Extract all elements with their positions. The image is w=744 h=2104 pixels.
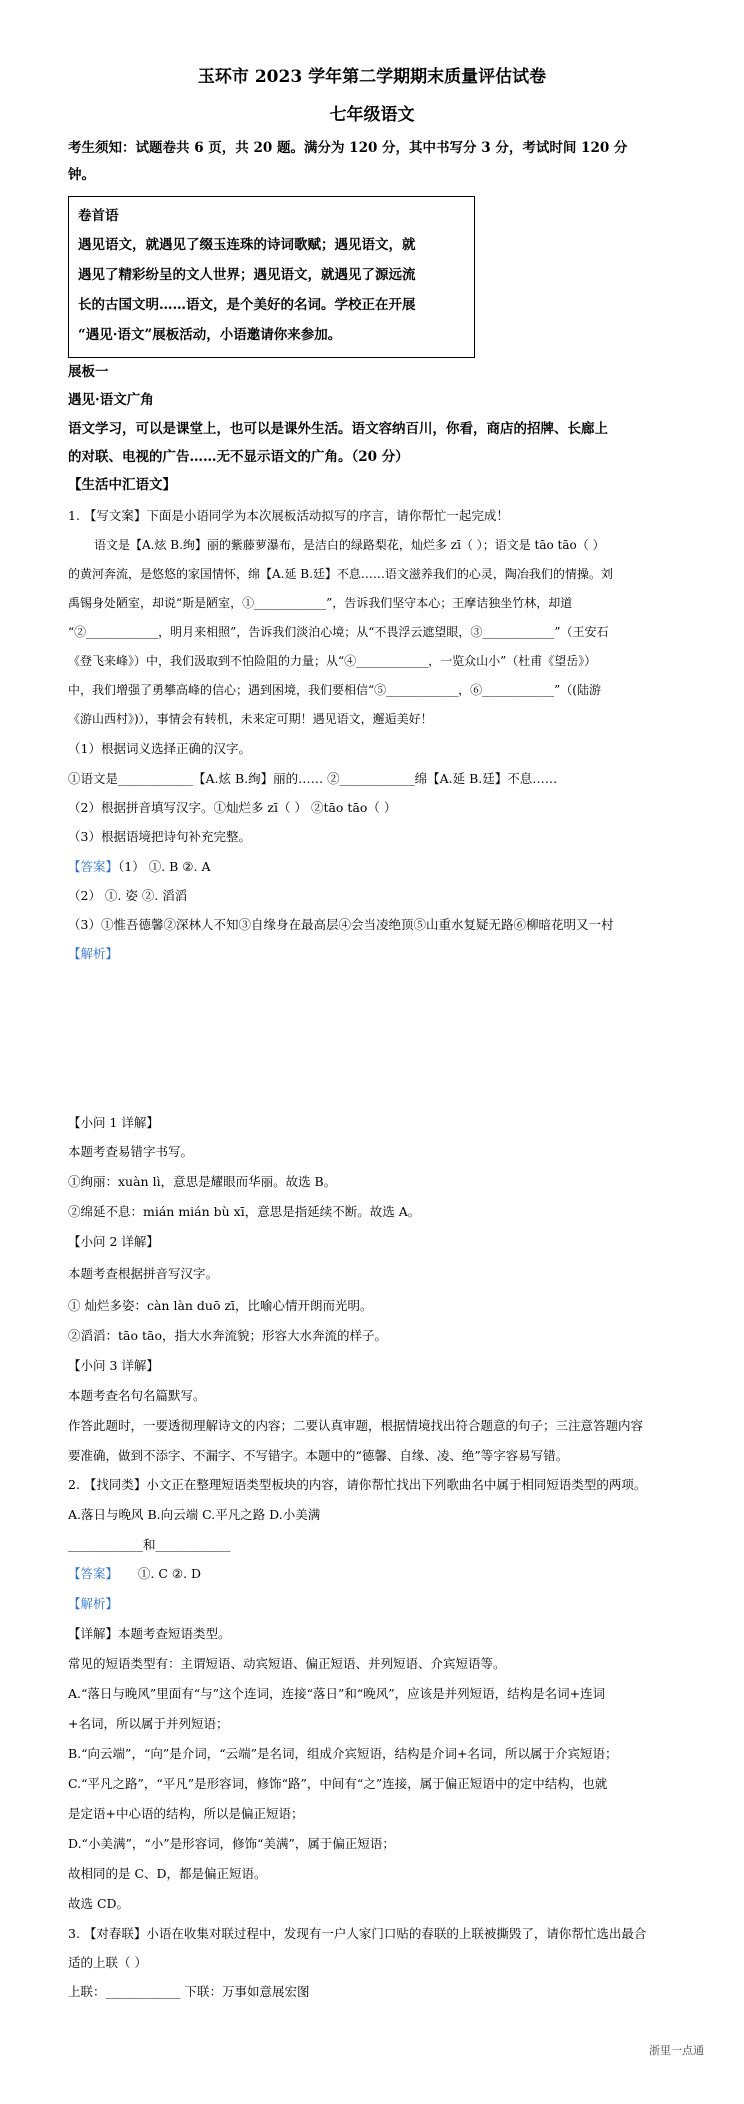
detail-line: 是定语+中心语的结构，所以是偏正短语； [68,1806,304,1821]
footer-brand: 浙里一点通 [649,2044,704,2057]
exam-notice: 考生须知：试题卷共 6 页，共 20 题。满分为 120 分，其中书写分 3 分，考试时间 120 分 [68,140,628,156]
detail-line: 本题考查根据拼音写汉字。 [68,1266,219,1281]
answer-text: ①. C ②. D [137,1566,202,1581]
sub-question-3: （3）根据语境把诗句补充完整。 [68,829,251,844]
detail-line: A.“落日与晚风”里面有“与”这个连词，连接“落日”和“晚风”，应该是并列短语，结构是名词+连词 [68,1686,606,1701]
sub-question-2: （2）根据拼音填写汉字。①灿烂多 zī（ ） ②tāo tāo（ ） [68,800,397,815]
question-3-prompt-cont: 适的上联（ ） [68,1955,147,1970]
question-3-couplet: 上联：____________ 下联：万事如意展宏图 [68,1984,310,1999]
answer-row-2: （2） ①. 姿 ②. 滔滔 [68,888,188,903]
answer-row-1 [68,859,210,875]
detail-line: 要准确，做到不添字、不漏字、不写错字。本题中的“德馨、自缘、凌、绝”等字容易写错。 [68,1448,569,1463]
preface-box [68,196,475,358]
passage-line: 的黄河奔流，是悠悠的家国情怀，绵【A.延 B.廷】不息……语文滋养我们的心灵，陶冶我们的情操。刘 [68,567,613,581]
passage-line: 禹锡身处陋室，却说“斯是陋室，①____________”，告诉我们坚守本心；王摩诘独坐竹林，却道 [68,596,573,610]
exam-notice-cont: 钟。 [68,167,95,183]
question-2-answer-row [68,1566,201,1582]
preface-heading: 卷首语 [78,208,119,224]
answer-row-3: （3）①惟吾德馨②深林人不知③自缘身在最高层④会当凌绝顶⑤山重水复疑无路⑥柳暗花明又一村 [68,917,614,932]
passage-line: “②____________，明月来相照”，告诉我们淡泊心境；从“不畏浮云遮望眼，③____________”（王安石 [68,625,609,639]
sub-question-1: （1）根据词义选择正确的汉字。 [68,741,251,756]
question-1-prompt: 1. 【写文案】下面是小语同学为本次展板活动拟写的序言，请你帮忙一起完成！ [68,508,509,523]
passage-line: 《登飞来峰》）中，我们汲取到不怕险阻的力量；从“④____________，一览众山小”（杜甫《望岳》） [68,654,597,668]
passage-line: 语文是【A.炫 B.绚】丽的紫藤萝瀑布，是洁白的绿路梨花，灿烂多 zī（ ）；语文是 tāo tāo（ ） [94,538,605,552]
question-3-prompt: 3. 【对春联】小语在收集对联过程中，发现有一户人家门口贴的春联的上联被撕毁了，请你帮忙选出最合 [68,1926,647,1941]
answer-label: 【答案】 [68,1566,119,1581]
answer-text: （1） ①. B ②. A [118,859,211,874]
analysis-label: 【解析】 [68,1596,119,1611]
question-2-blank: ____________和____________ [68,1537,231,1552]
detail-line: 作答此题时，一要透彻理解诗文的内容；二要认真审题，根据情境找出符合题意的句子；三注意答题内容 [68,1418,644,1433]
detail-line: ① 灿烂多姿：càn làn duō zī，比喻心情开朗而光明。 [68,1298,373,1313]
sub-question-1-items: ①语文是____________【A.炫 B.绚】丽的…… ②____________绵【A.延 B.廷】不息…… [68,771,558,786]
detail-line: ①绚丽：xuàn lì，意思是耀眼而华丽。故选 B。 [68,1174,337,1189]
analysis-label: 【解析】 [68,946,119,961]
detail-line: 常见的短语类型有：主谓短语、动宾短语、偏正短语、并列短语、介宾短语等。 [68,1656,506,1671]
detail-line: 【小问 3 详解】 [68,1358,159,1373]
detail-line: C.“平凡之路”，“平凡”是形容词，修饰“路”，中间有“之”连接，属于偏正短语中的定中结构，也就 [68,1776,608,1791]
detail-line: 故选 CD。 [68,1896,130,1911]
preface-line: 遇见语文，就遇见了缀玉连珠的诗词歌赋；遇见语文，就 [78,237,416,253]
detail-line: 【小问 1 详解】 [68,1115,159,1130]
detail-line: 本题考查易错字书写。 [68,1144,194,1159]
board-intro: 语文学习，可以是课堂上，也可以是课外生活。语文容纳百川，你看，商店的招牌、长廊上 [68,421,608,437]
detail-line: D.“小美满”，“小”是形容词，修饰“美满”，属于偏正短语； [68,1836,395,1851]
answer-label: 【答案】 [68,859,119,874]
preface-line: 长的古国文明……语文，是个美好的名词。学校正在开展 [78,297,416,313]
passage-line: 《游山西村》)），事情会有转机，未来定可期！遇见语文，邂逅美好！ [68,712,433,726]
board-title: 展板一 [68,364,109,380]
board-subtitle: 遇见·语文广角 [68,392,154,408]
question-2-options: A.落日与晚风 B.向云端 C.平凡之路 D.小美满 [68,1507,321,1522]
detail-line: ②滔滔：tāo tāo，指大水奔流貌；形容大水奔流的样子。 [68,1328,387,1343]
preface-line: “遇见·语文”展板活动，小语邀请你来参加。 [78,327,342,343]
detail-line: B.“向云端”，“向”是介词，“云端”是名词，组成介宾短语，结构是介词+名词，所以属于介宾短语； [68,1746,618,1761]
preface-line: 遇见了精彩纷呈的文人世界；遇见语文，就遇见了源远流 [78,267,416,283]
board-intro-cont: 的对联、电视的广告……无不显示语文的广角。（20 分） [68,449,409,465]
page-subtitle: 七年级语文 [329,105,415,125]
detail-line: 本题考查名句名篇默写。 [68,1388,206,1403]
detail-line: 【详解】本题考查短语类型。 [68,1626,231,1641]
section-heading: 【生活中汇语文】 [68,477,176,493]
detail-line: +名词，所以属于并列短语； [68,1716,229,1731]
question-2-prompt: 2. 【找同类】小文正在整理短语类型板块的内容，请你帮忙找出下列歌曲名中属于相同短语类型的两项。 [68,1477,647,1492]
passage-line: 中，我们增强了勇攀高峰的信心；遇到困境，我们要相信“⑤____________，⑥____________”（(陆游 [68,683,601,697]
page-title: 玉环市 2023 学年第二学期期末质量评估试卷 [197,67,547,87]
detail-line: ②绵延不息：mián mián bù xī，意思是指延续不断。故选 A。 [68,1204,421,1219]
detail-line: 故相同的是 C、D，都是偏正短语。 [68,1866,267,1881]
detail-line: 【小问 2 详解】 [68,1234,159,1249]
